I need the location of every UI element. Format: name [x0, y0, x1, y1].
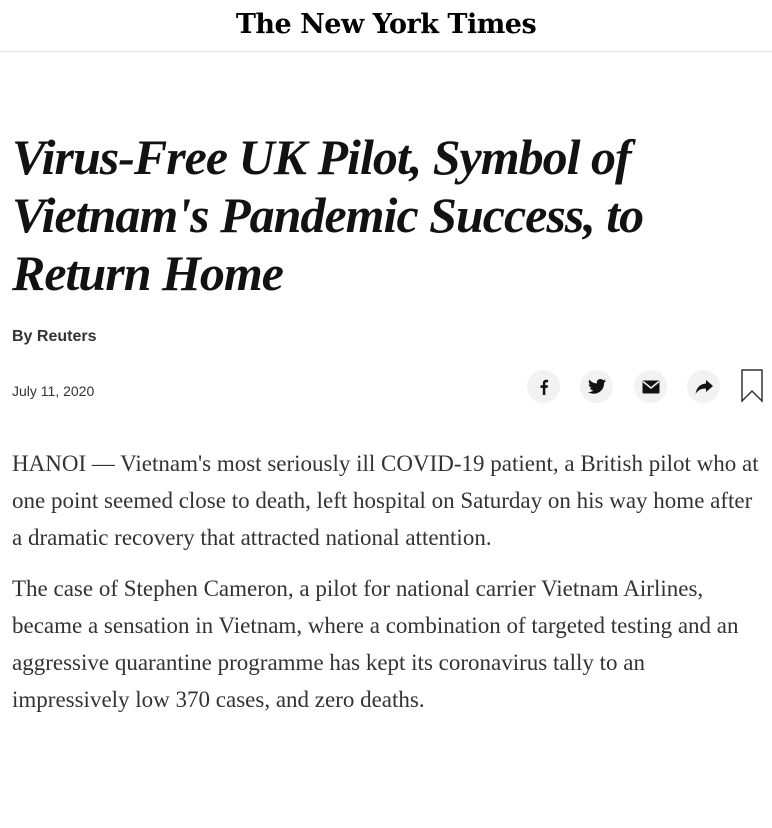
article-body — [12, 445, 760, 732]
email-share-button[interactable] — [634, 370, 667, 403]
article-headline: Virus-Free UK Pilot, Symbol of Vietnam's Pandemic Success, to Return Home — [12, 129, 644, 301]
facebook-icon — [537, 379, 551, 395]
article-paragraph: HANOI — Vietnam's most seriously ill COVID-19 patient, a British pilot who at one point seemed close to death, left hospital on Saturday on his way home after a dramatic recovery that attracted national attention. — [12, 451, 759, 550]
nyt-logo[interactable]: The New York Times — [235, 9, 537, 40]
facebook-share-button[interactable] — [527, 370, 560, 403]
masthead — [0, 0, 772, 52]
article-byline: By Reuters — [12, 328, 97, 345]
email-icon — [642, 380, 660, 394]
article-date: July 11, 2020 — [12, 383, 95, 399]
share-arrow-icon — [695, 379, 713, 395]
save-article-button[interactable] — [740, 369, 764, 403]
twitter-share-button[interactable] — [580, 370, 613, 403]
bookmark-icon — [740, 369, 764, 403]
twitter-icon — [588, 379, 606, 394]
article-paragraph: The case of Stephen Cameron, a pilot for national carrier Vietnam Airlines, became a sensation in Vietnam, where a combination of targeted testing and an aggressive quarantine programme has kept its coronavirus tally to an impressively low 370 cases, and zero deaths. — [12, 576, 739, 712]
more-share-button[interactable] — [687, 370, 720, 403]
